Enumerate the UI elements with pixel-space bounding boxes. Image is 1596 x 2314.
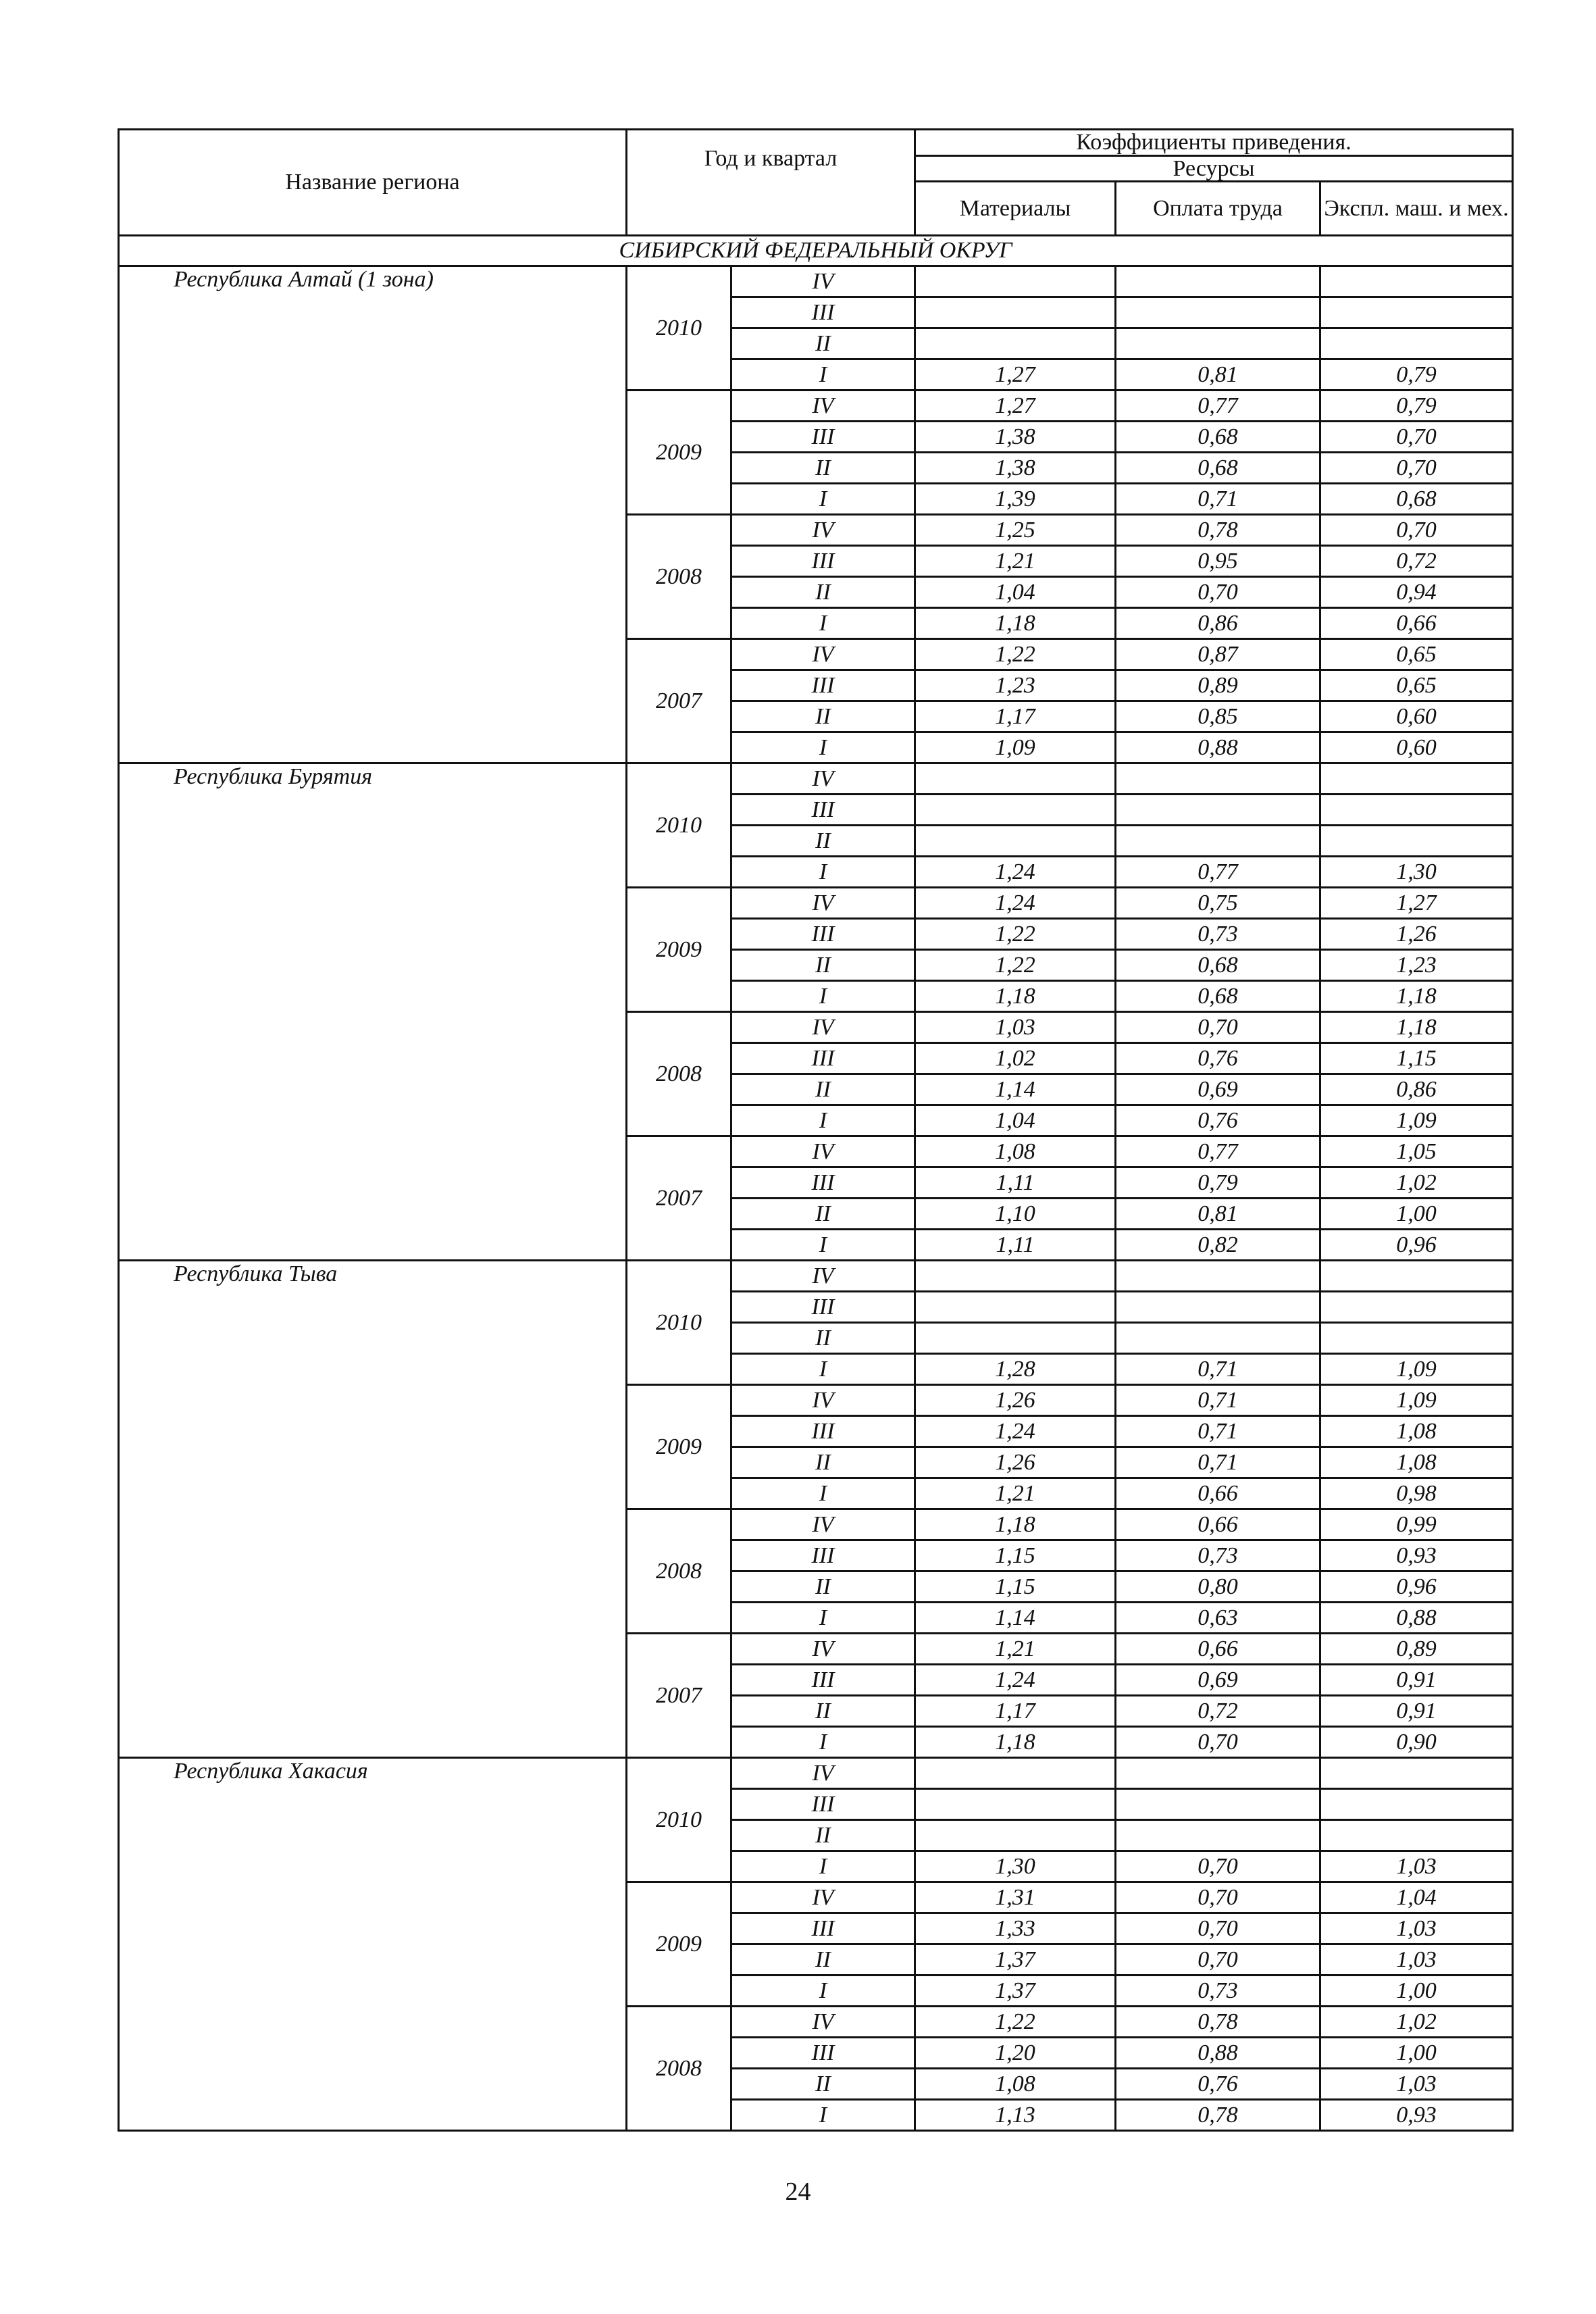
labor-value: 0,73 (1116, 1976, 1320, 2007)
labor-value: 0,76 (1116, 1105, 1320, 1136)
labor-value: 0,70 (1116, 1851, 1320, 1882)
materials-value: 1,37 (915, 1976, 1116, 2007)
labor-value: 0,78 (1116, 2007, 1320, 2038)
year-cell: 2007 (627, 1136, 731, 1261)
materials-value: 1,26 (915, 1385, 1116, 1416)
materials-value: 1,15 (915, 1540, 1116, 1571)
materials-value (915, 1789, 1116, 1820)
machines-value: 0,98 (1320, 1478, 1513, 1509)
machines-value: 0,93 (1320, 2100, 1513, 2131)
materials-value: 1,38 (915, 453, 1116, 484)
labor-value: 0,88 (1116, 2038, 1320, 2069)
region-cell (119, 1758, 627, 2131)
header-materials: Материалы (915, 182, 1116, 236)
labor-value: 0,73 (1116, 1540, 1320, 1571)
year-cell: 2009 (627, 888, 731, 1012)
materials-value: 1,31 (915, 1882, 1116, 1913)
table-row (119, 1261, 1513, 1292)
labor-value: 0,80 (1116, 1571, 1320, 1603)
machines-value: 1,09 (1320, 1385, 1513, 1416)
materials-value: 1,04 (915, 1105, 1116, 1136)
machines-value: 1,15 (1320, 1043, 1513, 1074)
machines-value: 1,03 (1320, 1944, 1513, 1976)
region-name: Республика Бурятия (174, 764, 372, 790)
quarter-cell: I (731, 359, 915, 391)
machines-value: 0,90 (1320, 1727, 1513, 1758)
materials-value: 1,09 (915, 732, 1116, 763)
materials-value (915, 266, 1116, 297)
machines-value: 0,68 (1320, 484, 1513, 515)
materials-value: 1,21 (915, 1478, 1116, 1509)
quarter-cell: I (731, 1976, 915, 2007)
materials-value (915, 1758, 1116, 1789)
year-cell: 2008 (627, 1509, 731, 1634)
materials-value: 1,37 (915, 1944, 1116, 1976)
quarter-cell: II (731, 1447, 915, 1478)
materials-value: 1,22 (915, 919, 1116, 950)
labor-value (1116, 795, 1320, 826)
labor-value (1116, 1261, 1320, 1292)
machines-value: 0,99 (1320, 1509, 1513, 1540)
region-name: Республика Тыва (174, 1261, 338, 1287)
labor-value: 0,70 (1116, 577, 1320, 608)
machines-value: 0,65 (1320, 670, 1513, 701)
machines-value: 0,93 (1320, 1540, 1513, 1571)
machines-value (1320, 328, 1513, 359)
district-title: СИБИРСКИЙ ФЕДЕРАЛЬНЫЙ ОКРУГ (119, 236, 1513, 266)
materials-value: 1,17 (915, 1696, 1116, 1727)
labor-value (1116, 1292, 1320, 1323)
materials-value: 1,24 (915, 888, 1116, 919)
machines-value: 1,27 (1320, 888, 1513, 919)
region-cell (119, 1261, 627, 1758)
quarter-cell: I (731, 981, 915, 1012)
quarter-cell: II (731, 1944, 915, 1976)
machines-value: 1,05 (1320, 1136, 1513, 1167)
machines-value: 1,18 (1320, 1012, 1513, 1043)
table-body (119, 236, 1513, 2131)
machines-value (1320, 1789, 1513, 1820)
quarter-cell: IV (731, 763, 915, 795)
machines-value (1320, 1758, 1513, 1789)
quarter-cell: IV (731, 1509, 915, 1540)
quarter-cell: III (731, 795, 915, 826)
machines-value: 0,89 (1320, 1634, 1513, 1665)
quarter-cell: IV (731, 1261, 915, 1292)
quarter-cell: III (731, 422, 915, 453)
year-cell: 2010 (627, 266, 731, 391)
materials-value (915, 826, 1116, 857)
year-cell: 2009 (627, 391, 731, 515)
year-cell: 2009 (627, 1882, 731, 2007)
materials-value (915, 1820, 1116, 1851)
machines-value: 0,91 (1320, 1696, 1513, 1727)
materials-value: 1,38 (915, 422, 1116, 453)
materials-value: 1,22 (915, 639, 1116, 670)
machines-value (1320, 795, 1513, 826)
table-row (119, 266, 1513, 297)
header-labor: Оплата труда (1116, 182, 1320, 236)
materials-value: 1,20 (915, 2038, 1116, 2069)
quarter-cell: III (731, 1540, 915, 1571)
region-cell (119, 763, 627, 1261)
quarter-cell: IV (731, 391, 915, 422)
machines-value (1320, 1261, 1513, 1292)
quarter-cell: IV (731, 888, 915, 919)
materials-value: 1,27 (915, 391, 1116, 422)
materials-value (915, 297, 1116, 328)
machines-value: 0,79 (1320, 391, 1513, 422)
header-coefficients: Коэффициенты приведения. (915, 130, 1513, 156)
machines-value: 0,94 (1320, 577, 1513, 608)
machines-value (1320, 826, 1513, 857)
materials-value (915, 328, 1116, 359)
labor-value: 0,77 (1116, 391, 1320, 422)
header-machines: Экспл. маш. и мех. (1320, 182, 1513, 236)
quarter-cell: II (731, 2069, 915, 2100)
materials-value: 1,10 (915, 1199, 1116, 1230)
labor-value: 0,66 (1116, 1509, 1320, 1540)
quarter-cell: I (731, 732, 915, 763)
machines-value: 0,86 (1320, 1074, 1513, 1105)
materials-value: 1,03 (915, 1012, 1116, 1043)
materials-value (915, 763, 1116, 795)
machines-value: 0,91 (1320, 1665, 1513, 1696)
machines-value: 0,60 (1320, 701, 1513, 732)
materials-value: 1,30 (915, 1851, 1116, 1882)
year-cell: 2008 (627, 515, 731, 639)
materials-value: 1,24 (915, 857, 1116, 888)
materials-value: 1,22 (915, 950, 1116, 981)
quarter-cell: III (731, 919, 915, 950)
labor-value (1116, 328, 1320, 359)
labor-value: 0,72 (1116, 1696, 1320, 1727)
labor-value: 0,71 (1116, 1354, 1320, 1385)
labor-value: 0,71 (1116, 1447, 1320, 1478)
labor-value: 0,89 (1116, 670, 1320, 701)
labor-value: 0,82 (1116, 1230, 1320, 1261)
machines-value: 0,65 (1320, 639, 1513, 670)
materials-value: 1,14 (915, 1074, 1116, 1105)
machines-value: 0,72 (1320, 546, 1513, 577)
quarter-cell: IV (731, 1136, 915, 1167)
machines-value (1320, 1323, 1513, 1354)
labor-value: 0,86 (1116, 608, 1320, 639)
quarter-cell: II (731, 328, 915, 359)
machines-value (1320, 1820, 1513, 1851)
labor-value (1116, 1323, 1320, 1354)
labor-value: 0,79 (1116, 1167, 1320, 1199)
quarter-cell: IV (731, 266, 915, 297)
quarter-cell: IV (731, 1882, 915, 1913)
machines-value (1320, 763, 1513, 795)
year-cell: 2010 (627, 763, 731, 888)
labor-value: 0,68 (1116, 981, 1320, 1012)
machines-value: 1,23 (1320, 950, 1513, 981)
materials-value: 1,08 (915, 1136, 1116, 1167)
labor-value: 0,78 (1116, 2100, 1320, 2131)
labor-value: 0,88 (1116, 732, 1320, 763)
labor-value: 0,70 (1116, 1882, 1320, 1913)
machines-value: 1,09 (1320, 1105, 1513, 1136)
labor-value: 0,87 (1116, 639, 1320, 670)
quarter-cell: IV (731, 1634, 915, 1665)
machines-value: 0,88 (1320, 1603, 1513, 1634)
quarter-cell: I (731, 484, 915, 515)
quarter-cell: III (731, 2038, 915, 2069)
machines-value: 0,70 (1320, 515, 1513, 546)
labor-value (1116, 266, 1320, 297)
materials-value: 1,26 (915, 1447, 1116, 1478)
materials-value: 1,22 (915, 2007, 1116, 2038)
machines-value: 0,96 (1320, 1571, 1513, 1603)
materials-value: 1,21 (915, 1634, 1116, 1665)
labor-value: 0,77 (1116, 1136, 1320, 1167)
labor-value: 0,69 (1116, 1074, 1320, 1105)
quarter-cell: IV (731, 1385, 915, 1416)
quarter-cell: I (731, 1105, 915, 1136)
labor-value (1116, 1789, 1320, 1820)
labor-value (1116, 1758, 1320, 1789)
machines-value: 1,03 (1320, 2069, 1513, 2100)
machines-value (1320, 297, 1513, 328)
machines-value: 0,70 (1320, 453, 1513, 484)
materials-value: 1,04 (915, 577, 1116, 608)
year-cell: 2007 (627, 1634, 731, 1758)
materials-value: 1,15 (915, 1571, 1116, 1603)
quarter-cell: I (731, 1354, 915, 1385)
region-name: Республика Алтай (1 зона) (174, 267, 434, 293)
machines-value: 0,60 (1320, 732, 1513, 763)
table-row (119, 763, 1513, 795)
materials-value (915, 795, 1116, 826)
header-resources: Ресурсы (915, 155, 1513, 182)
labor-value: 0,76 (1116, 1043, 1320, 1074)
machines-value: 1,26 (1320, 919, 1513, 950)
materials-value: 1,23 (915, 670, 1116, 701)
region-cell (119, 266, 627, 763)
quarter-cell: II (731, 1074, 915, 1105)
labor-value: 0,71 (1116, 1385, 1320, 1416)
materials-value: 1,33 (915, 1913, 1116, 1944)
quarter-cell: III (731, 1043, 915, 1074)
quarter-cell: III (731, 1292, 915, 1323)
labor-value: 0,95 (1116, 546, 1320, 577)
labor-value: 0,81 (1116, 359, 1320, 391)
table-row (119, 1758, 1513, 1789)
year-cell: 2007 (627, 639, 731, 763)
materials-value: 1,24 (915, 1665, 1116, 1696)
header-region: Название региона (119, 130, 627, 236)
machines-value: 1,08 (1320, 1447, 1513, 1478)
quarter-cell: IV (731, 639, 915, 670)
quarter-cell: III (731, 546, 915, 577)
labor-value: 0,71 (1116, 484, 1320, 515)
quarter-cell: III (731, 1167, 915, 1199)
quarter-cell: III (731, 297, 915, 328)
labor-value: 0,66 (1116, 1634, 1320, 1665)
labor-value: 0,68 (1116, 950, 1320, 981)
labor-value: 0,63 (1116, 1603, 1320, 1634)
quarter-cell: III (731, 1789, 915, 1820)
machines-value: 1,00 (1320, 2038, 1513, 2069)
materials-value (915, 1292, 1116, 1323)
materials-value: 1,21 (915, 546, 1116, 577)
labor-value: 0,69 (1116, 1665, 1320, 1696)
materials-value: 1,18 (915, 981, 1116, 1012)
machines-value: 1,30 (1320, 857, 1513, 888)
machines-value: 1,02 (1320, 1167, 1513, 1199)
materials-value: 1,28 (915, 1354, 1116, 1385)
materials-value: 1,02 (915, 1043, 1116, 1074)
year-cell: 2009 (627, 1385, 731, 1509)
quarter-cell: II (731, 1199, 915, 1230)
labor-value: 0,68 (1116, 453, 1320, 484)
year-cell: 2010 (627, 1758, 731, 1882)
machines-value: 1,02 (1320, 2007, 1513, 2038)
materials-value: 1,18 (915, 1727, 1116, 1758)
materials-value: 1,11 (915, 1167, 1116, 1199)
quarter-cell: II (731, 826, 915, 857)
quarter-cell: III (731, 1416, 915, 1447)
machines-value: 0,79 (1320, 359, 1513, 391)
materials-value: 1,14 (915, 1603, 1116, 1634)
quarter-cell: I (731, 1603, 915, 1634)
materials-value (915, 1323, 1116, 1354)
quarter-cell: II (731, 701, 915, 732)
quarter-cell: II (731, 1696, 915, 1727)
quarter-cell: II (731, 1323, 915, 1354)
year-cell: 2008 (627, 2007, 731, 2131)
machines-value: 1,03 (1320, 1913, 1513, 1944)
labor-value: 0,85 (1116, 701, 1320, 732)
labor-value: 0,77 (1116, 857, 1320, 888)
labor-value: 0,81 (1116, 1199, 1320, 1230)
machines-value: 1,03 (1320, 1851, 1513, 1882)
quarter-cell: I (731, 2100, 915, 2131)
machines-value: 1,18 (1320, 981, 1513, 1012)
materials-value: 1,13 (915, 2100, 1116, 2131)
quarter-cell: II (731, 453, 915, 484)
quarter-cell: IV (731, 1758, 915, 1789)
labor-value (1116, 763, 1320, 795)
machines-value: 1,00 (1320, 1976, 1513, 2007)
labor-value: 0,70 (1116, 1727, 1320, 1758)
materials-value: 1,18 (915, 1509, 1116, 1540)
labor-value (1116, 826, 1320, 857)
machines-value: 0,66 (1320, 608, 1513, 639)
labor-value (1116, 1820, 1320, 1851)
labor-value: 0,73 (1116, 919, 1320, 950)
quarter-cell: I (731, 1851, 915, 1882)
labor-value: 0,75 (1116, 888, 1320, 919)
labor-value: 0,71 (1116, 1416, 1320, 1447)
year-cell: 2010 (627, 1261, 731, 1385)
region-name: Республика Хакасия (174, 1759, 368, 1784)
quarter-cell: IV (731, 1012, 915, 1043)
quarter-cell: I (731, 1478, 915, 1509)
quarter-cell: III (731, 670, 915, 701)
quarter-cell: IV (731, 515, 915, 546)
materials-value: 1,08 (915, 2069, 1116, 2100)
quarter-cell: I (731, 1727, 915, 1758)
quarter-cell: I (731, 857, 915, 888)
quarter-cell: III (731, 1665, 915, 1696)
machines-value (1320, 1292, 1513, 1323)
quarter-cell: IV (731, 2007, 915, 2038)
materials-value: 1,25 (915, 515, 1116, 546)
materials-value: 1,18 (915, 608, 1116, 639)
machines-value: 1,09 (1320, 1354, 1513, 1385)
labor-value: 0,70 (1116, 1944, 1320, 1976)
machines-value: 1,04 (1320, 1882, 1513, 1913)
header-year-quarter: Год и квартал (627, 130, 915, 236)
materials-value (915, 1261, 1116, 1292)
labor-value: 0,76 (1116, 2069, 1320, 2100)
machines-value: 0,96 (1320, 1230, 1513, 1261)
quarter-cell: I (731, 608, 915, 639)
materials-value: 1,24 (915, 1416, 1116, 1447)
quarter-cell: III (731, 1913, 915, 1944)
machines-value (1320, 266, 1513, 297)
coefficients-table (118, 128, 1514, 2132)
labor-value: 0,70 (1116, 1913, 1320, 1944)
materials-value: 1,39 (915, 484, 1116, 515)
materials-value: 1,17 (915, 701, 1116, 732)
machines-value: 0,70 (1320, 422, 1513, 453)
quarter-cell: II (731, 950, 915, 981)
labor-value (1116, 297, 1320, 328)
materials-value: 1,11 (915, 1230, 1116, 1261)
materials-value: 1,27 (915, 359, 1116, 391)
labor-value: 0,66 (1116, 1478, 1320, 1509)
machines-value: 1,08 (1320, 1416, 1513, 1447)
quarter-cell: II (731, 577, 915, 608)
labor-value: 0,68 (1116, 422, 1320, 453)
page-number: 24 (785, 2178, 811, 2206)
quarter-cell: I (731, 1230, 915, 1261)
machines-value: 1,00 (1320, 1199, 1513, 1230)
labor-value: 0,70 (1116, 1012, 1320, 1043)
quarter-cell: II (731, 1820, 915, 1851)
labor-value: 0,78 (1116, 515, 1320, 546)
quarter-cell: II (731, 1571, 915, 1603)
year-cell: 2008 (627, 1012, 731, 1136)
